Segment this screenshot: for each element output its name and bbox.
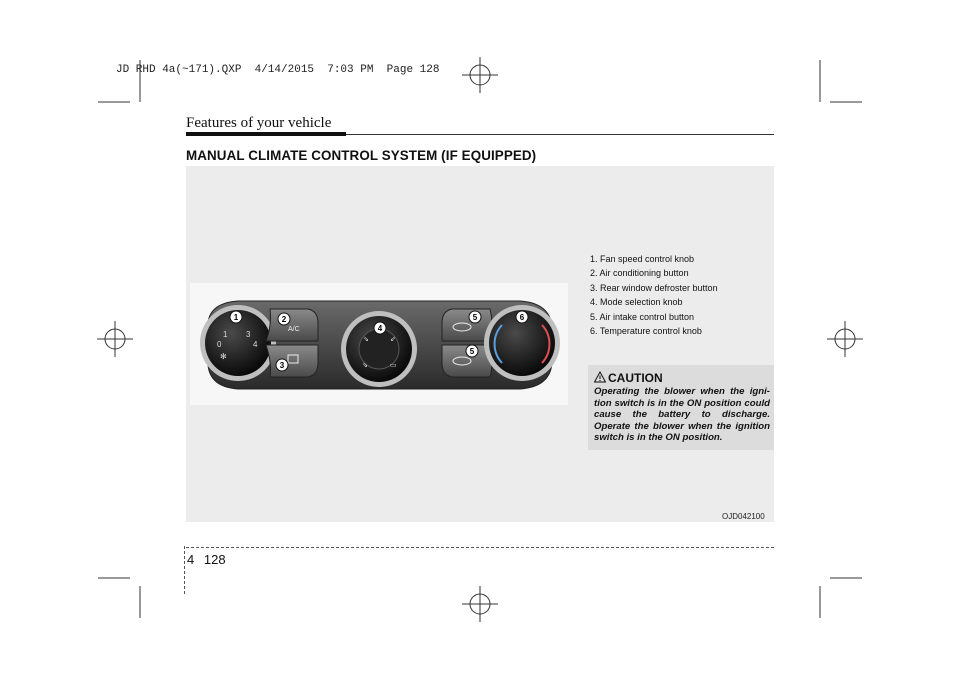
legend-item: 2. Air conditioning button bbox=[590, 268, 689, 279]
print-slug: JD RHD 4a(~171).QXP 4/14/2015 7:03 PM Page 128 bbox=[116, 64, 440, 76]
callout-5b: 5 bbox=[469, 347, 475, 356]
caution-text: Operating the blower when the ignition switch is in the ON position could cause the battery to discharge. Operate the blower when the ignition switch is in the ON position. bbox=[594, 386, 770, 444]
registration-mark-right bbox=[827, 321, 863, 357]
footer-separator bbox=[184, 546, 186, 594]
ac-button bbox=[266, 309, 318, 341]
svg-text:⇘: ⇘ bbox=[363, 335, 369, 343]
legend-item: 6. Temperature control knob bbox=[590, 326, 702, 337]
callout-5a: 5 bbox=[472, 313, 478, 322]
caution-heading: CAUTION bbox=[608, 371, 663, 385]
fan-label-0: 0 bbox=[217, 340, 222, 349]
registration-mark-left bbox=[97, 321, 133, 357]
callout-4: 4 bbox=[377, 324, 383, 333]
page-header-title: Features of your vehicle bbox=[186, 115, 332, 131]
callout-2: 2 bbox=[281, 315, 287, 324]
legend-item: 1. Fan speed control knob bbox=[590, 254, 695, 264]
rear-defrost-button bbox=[266, 345, 318, 377]
page-number bbox=[187, 552, 226, 567]
fan-label-1: 1 bbox=[223, 330, 228, 339]
header-rule bbox=[346, 134, 774, 135]
svg-text:⇙: ⇙ bbox=[390, 335, 396, 343]
climate-control-illustration bbox=[190, 283, 568, 405]
chapter-number: 4 bbox=[187, 552, 195, 567]
fan-icon: ✻ bbox=[220, 352, 227, 361]
figure-code: OJD042100 bbox=[722, 512, 765, 521]
svg-text:⇘: ⇘ bbox=[362, 361, 368, 369]
figure-legend bbox=[590, 252, 718, 338]
svg-text:▭: ▭ bbox=[390, 361, 397, 369]
air-intake-button-top bbox=[442, 309, 492, 341]
legend-item: 5. Air intake control button bbox=[590, 311, 695, 322]
registration-mark-top bbox=[462, 57, 498, 93]
callout-6: 6 bbox=[519, 313, 525, 322]
caution-box bbox=[588, 365, 774, 450]
section-title: MANUAL CLIMATE CONTROL SYSTEM (IF EQUIPPED) bbox=[186, 148, 537, 163]
page-number-value: 128 bbox=[203, 552, 226, 567]
fan-label-4: 4 bbox=[253, 340, 258, 349]
legend-item: 3. Rear window defroster button bbox=[590, 282, 718, 293]
header-tab-bar bbox=[186, 132, 346, 136]
legend-item: 4. Mode selection knob bbox=[590, 297, 683, 308]
callout-1: 1 bbox=[233, 313, 239, 322]
fan-label-3: 3 bbox=[246, 330, 251, 339]
registration-mark-bottom bbox=[462, 586, 498, 622]
callout-3: 3 bbox=[279, 361, 285, 370]
footer-rule bbox=[186, 547, 774, 548]
ac-label: A/C bbox=[288, 326, 300, 333]
warning-triangle-icon bbox=[594, 371, 606, 383]
